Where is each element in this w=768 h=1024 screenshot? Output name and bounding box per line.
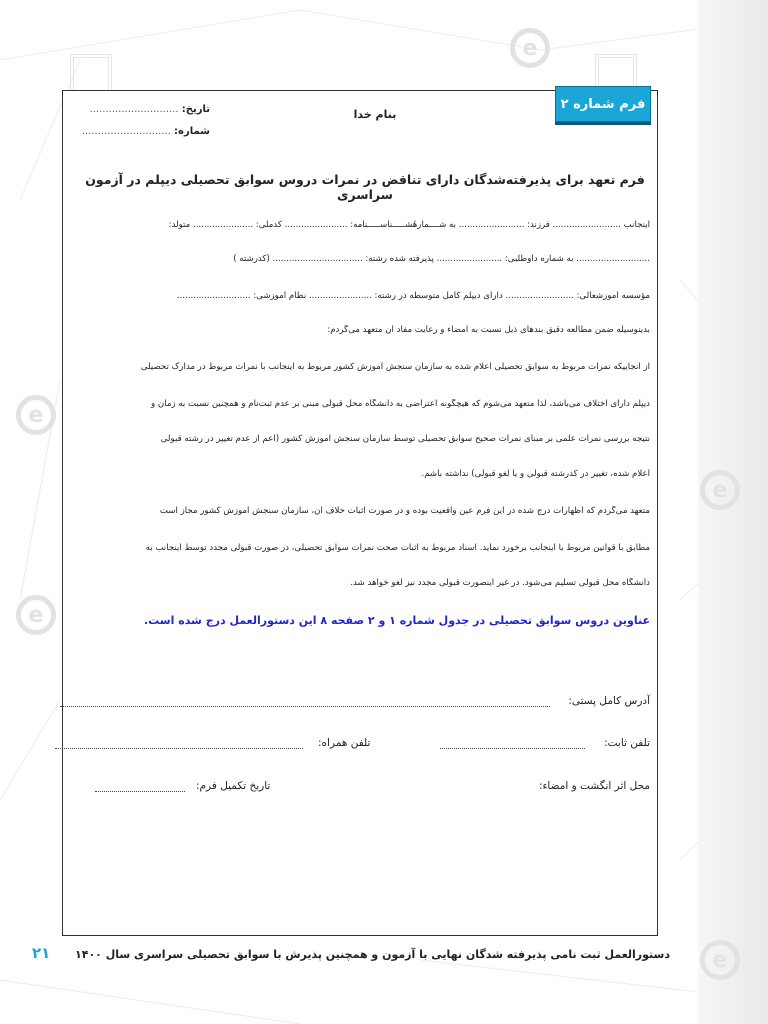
- sanjesh-logo-icon: e: [510, 28, 550, 68]
- date-dots: ............................: [89, 104, 179, 115]
- fill-date-label: تاریخ تکمیل فرم:: [196, 780, 271, 792]
- address-input-line[interactable]: [60, 706, 550, 707]
- mobile-label: تلفن همراه:: [318, 737, 371, 749]
- bismillah-heading: بنام خدا: [353, 108, 397, 121]
- sanjesh-logo-icon: e: [16, 595, 56, 635]
- fingerprint-label: محل اثر انگشت و امضاء:: [538, 780, 650, 792]
- mobile-input-line[interactable]: [55, 748, 303, 749]
- paragraph-1-line: از آنجاییکه نمرات مربوط به سوابق تحصیلی اعلام شده به سازمان سنجش آموزش کشور مربوط به اینجانب با نمرات مربوط در مدارک تحصیلی: [140, 362, 650, 372]
- sanjesh-logo-icon: e: [16, 395, 56, 435]
- form-title: فرم تعهد برای پذیرفته‌شدگان دارای تناقض در نمرات دروس سوابق تحصیلی دیپلم در آزمون سراسری: [85, 172, 645, 202]
- footer-text: دستورالعمل ثبت نامی پذیرفته شدگان نهایی با آزمون و همچنین پذیرش با سوابق تحصیلی سراسری سال ۱۴۰۰: [75, 948, 670, 961]
- fill-date-input-line[interactable]: [95, 791, 185, 792]
- form-number-badge: فرم شماره ۲: [555, 86, 651, 122]
- identity-line-2[interactable]: ........................... به شماره داوطلبی: ........................ پذیرفته شده رشته: ................................. (کدرشته ): [233, 254, 650, 264]
- number-field[interactable]: [70, 126, 210, 137]
- paragraph-2-line: متعهد می‌گردم که اظهارات درج شده در این فرم عین واقعیت بوده و در صورت اثبات خلاف آن، سازمان سنجش آموزش کشور مجاز است: [159, 506, 650, 516]
- number-dots: ............................: [81, 126, 171, 137]
- right-grey-band: [698, 0, 768, 1024]
- paragraph-2-line: دانشگاه محل قبولی تسلیم می‌شود. در غیر اینصورت قبولی مجدد نیز لغو خواهد شد.: [350, 578, 650, 588]
- number-label: شماره:: [174, 126, 210, 137]
- page-number: ۲۱: [32, 944, 51, 962]
- sanjesh-logo-icon: e: [700, 470, 740, 510]
- address-label: آدرس کامل پستی:: [568, 695, 650, 707]
- intro-text: بدینوسیله ضمن مطالعه دقیق بندهای ذیل نسبت به امضاء و رعایت مفاد آن متعهد می‌گردم:: [327, 325, 650, 335]
- identity-line-1[interactable]: اینجانب ......................... فرزند: ........................ به شــــمارهٔشـــــناســـــنامه: ....................... کدملی: ...................... متولد:: [168, 220, 650, 230]
- sanjesh-logo-icon: e: [700, 940, 740, 980]
- paragraph-1-line: اعلام شده، تغییر در کدرشته قبولی و یا لغو قبولی) نداشته باشم.: [421, 469, 650, 479]
- landline-label: تلفن ثابت:: [604, 737, 650, 749]
- identity-line-3[interactable]: مؤسسه آموزشعالی: ......................... دارای دیپلم کامل متوسطه در رشته: ....................... نظام آموزشی: ...........................: [176, 291, 650, 301]
- course-table-note: عناوین دروس سوابق تحصیلی در جدول شماره ۱ و ۲ صفحه ۸ این دستورالعمل درج شده است.: [143, 614, 650, 627]
- paragraph-2-line: مطابق با قوانین مربوط با اینجانب برخورد نماید. اسناد مربوط به اثبات صحت نمرات سوابق تحصیلی، در صورت قبولی مجدد توسط اینجانب به: [145, 543, 650, 553]
- landline-input-line[interactable]: [440, 748, 585, 749]
- date-field[interactable]: [70, 104, 210, 115]
- paragraph-1-line: نتیجه بررسی نمرات علمی بر مبنای نمرات صحیح سوابق تحصیلی توسط سازمان سنجش آموزش کشور (اعم از عدم تغییر در رشته قبولی: [160, 434, 650, 444]
- paragraph-1-line: دیپلم دارای اختلاف می‌باشد، لذا متعهد می‌شوم که هیچگونه اعتراضی به دانشگاه محل قبولی مبنی بر عدم ثبت‌نام و همچنین نسبت به زمان و: [151, 399, 650, 409]
- date-label: تاریخ:: [181, 104, 210, 115]
